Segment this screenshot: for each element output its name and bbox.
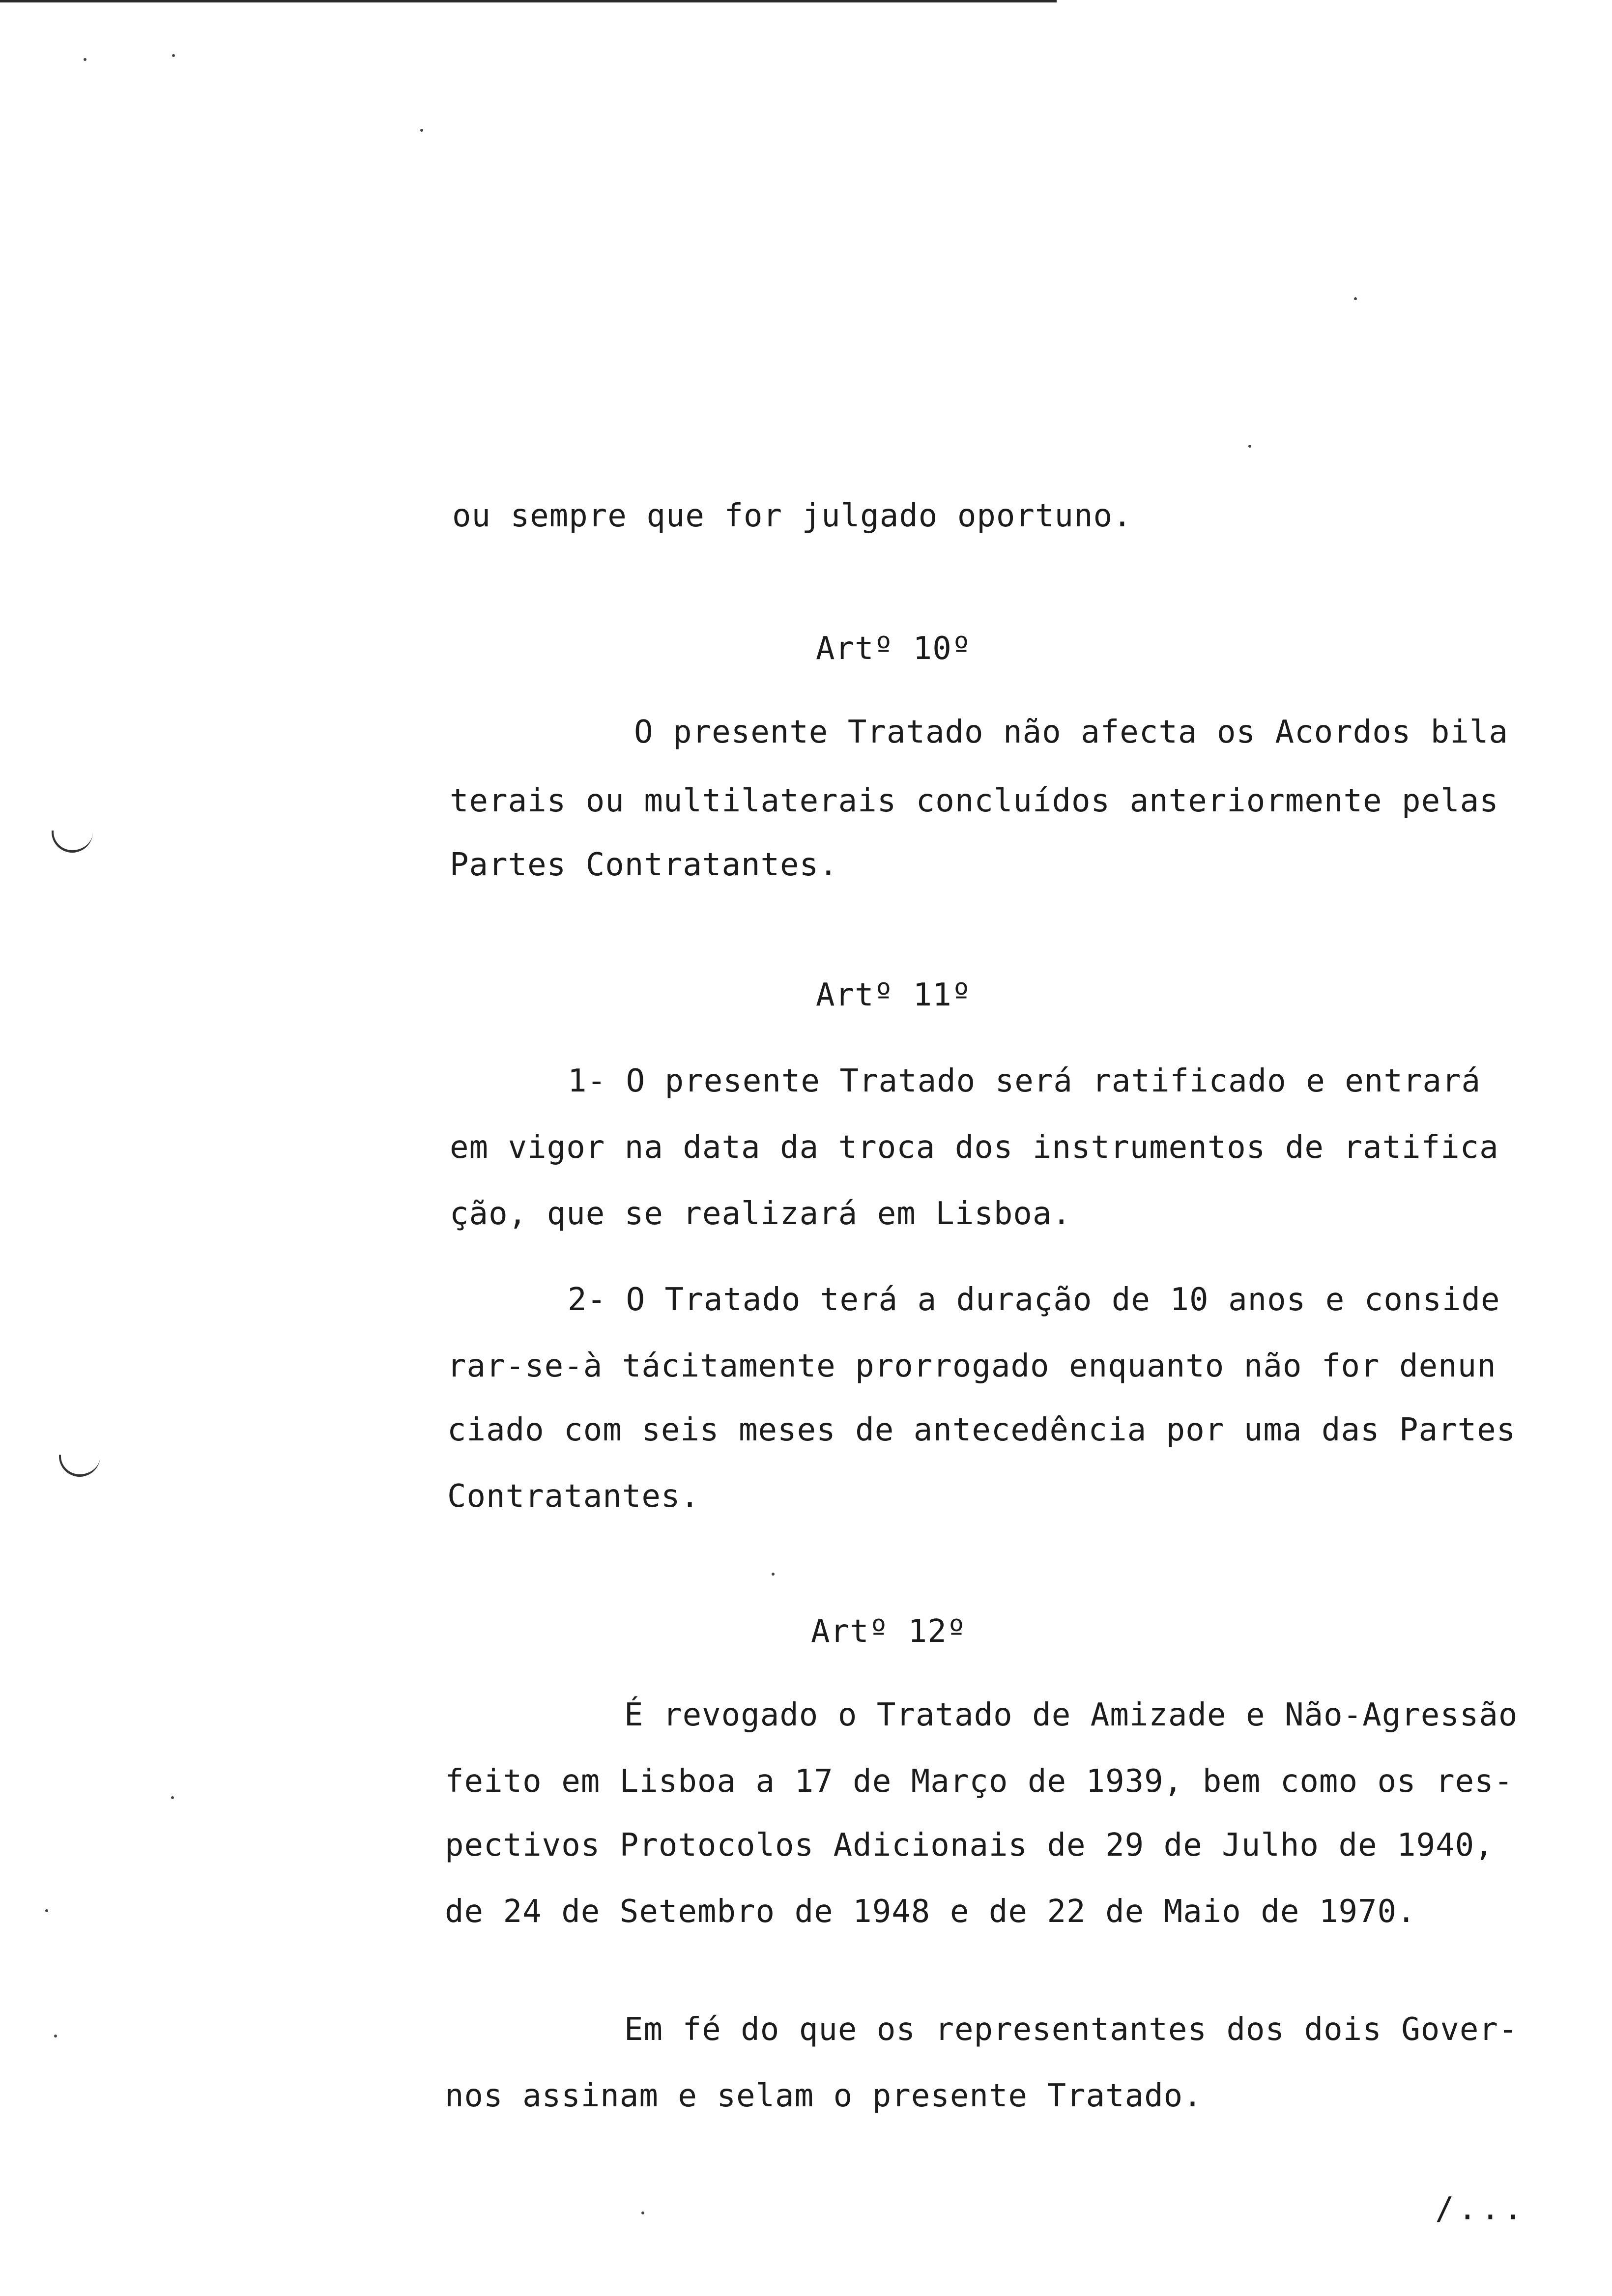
text-line: ou sempre que for julgado oportuno. — [452, 498, 1132, 534]
article-heading: Artº 11º — [816, 977, 972, 1013]
text-line: Em fé do que os representantes dos dois Gover- — [624, 2011, 1518, 2048]
text-line: nos assinam e selam o presente Tratado. — [445, 2078, 1203, 2114]
text-line: rar-se-à tácitamente prorrogado enquanto não for denun — [447, 1348, 1497, 1384]
text-line: O presente Tratado não afecta os Acordos bila — [634, 714, 1508, 750]
text-line: de 24 de Setembro de 1948 e de 22 de Maio de 1970. — [445, 1894, 1416, 1930]
article-heading: Artº 12º — [811, 1613, 967, 1650]
article-heading: Artº 10º — [816, 631, 972, 667]
text-line: Partes Contratantes. — [450, 847, 838, 883]
text-line: ciado com seis meses de antecedência por uma das Partes — [447, 1412, 1516, 1448]
text-line: em vigor na data da troca dos instrumentos de ratifica — [450, 1129, 1499, 1166]
text-line: 1- O presente Tratado será ratificado e entrará — [568, 1063, 1481, 1099]
text-line: pectivos Protocolos Adicionais de 29 de Julho de 1940, — [445, 1827, 1494, 1864]
text-line: Contratantes. — [447, 1478, 700, 1515]
text-line: É revogado o Tratado de Amizade e Não-Agressão — [624, 1697, 1518, 1733]
text-line: ção, que se realizará em Lisboa. — [450, 1196, 1071, 1232]
text-line: terais ou multilaterais concluídos anteriormente pelas — [450, 783, 1499, 819]
text-line: 2- O Tratado terá a duração de 10 anos e conside — [568, 1282, 1500, 1318]
text-line: feito em Lisboa a 17 de Março de 1939, bem como os res- — [445, 1763, 1514, 1800]
continuation-mark: /... — [1435, 2191, 1527, 2227]
